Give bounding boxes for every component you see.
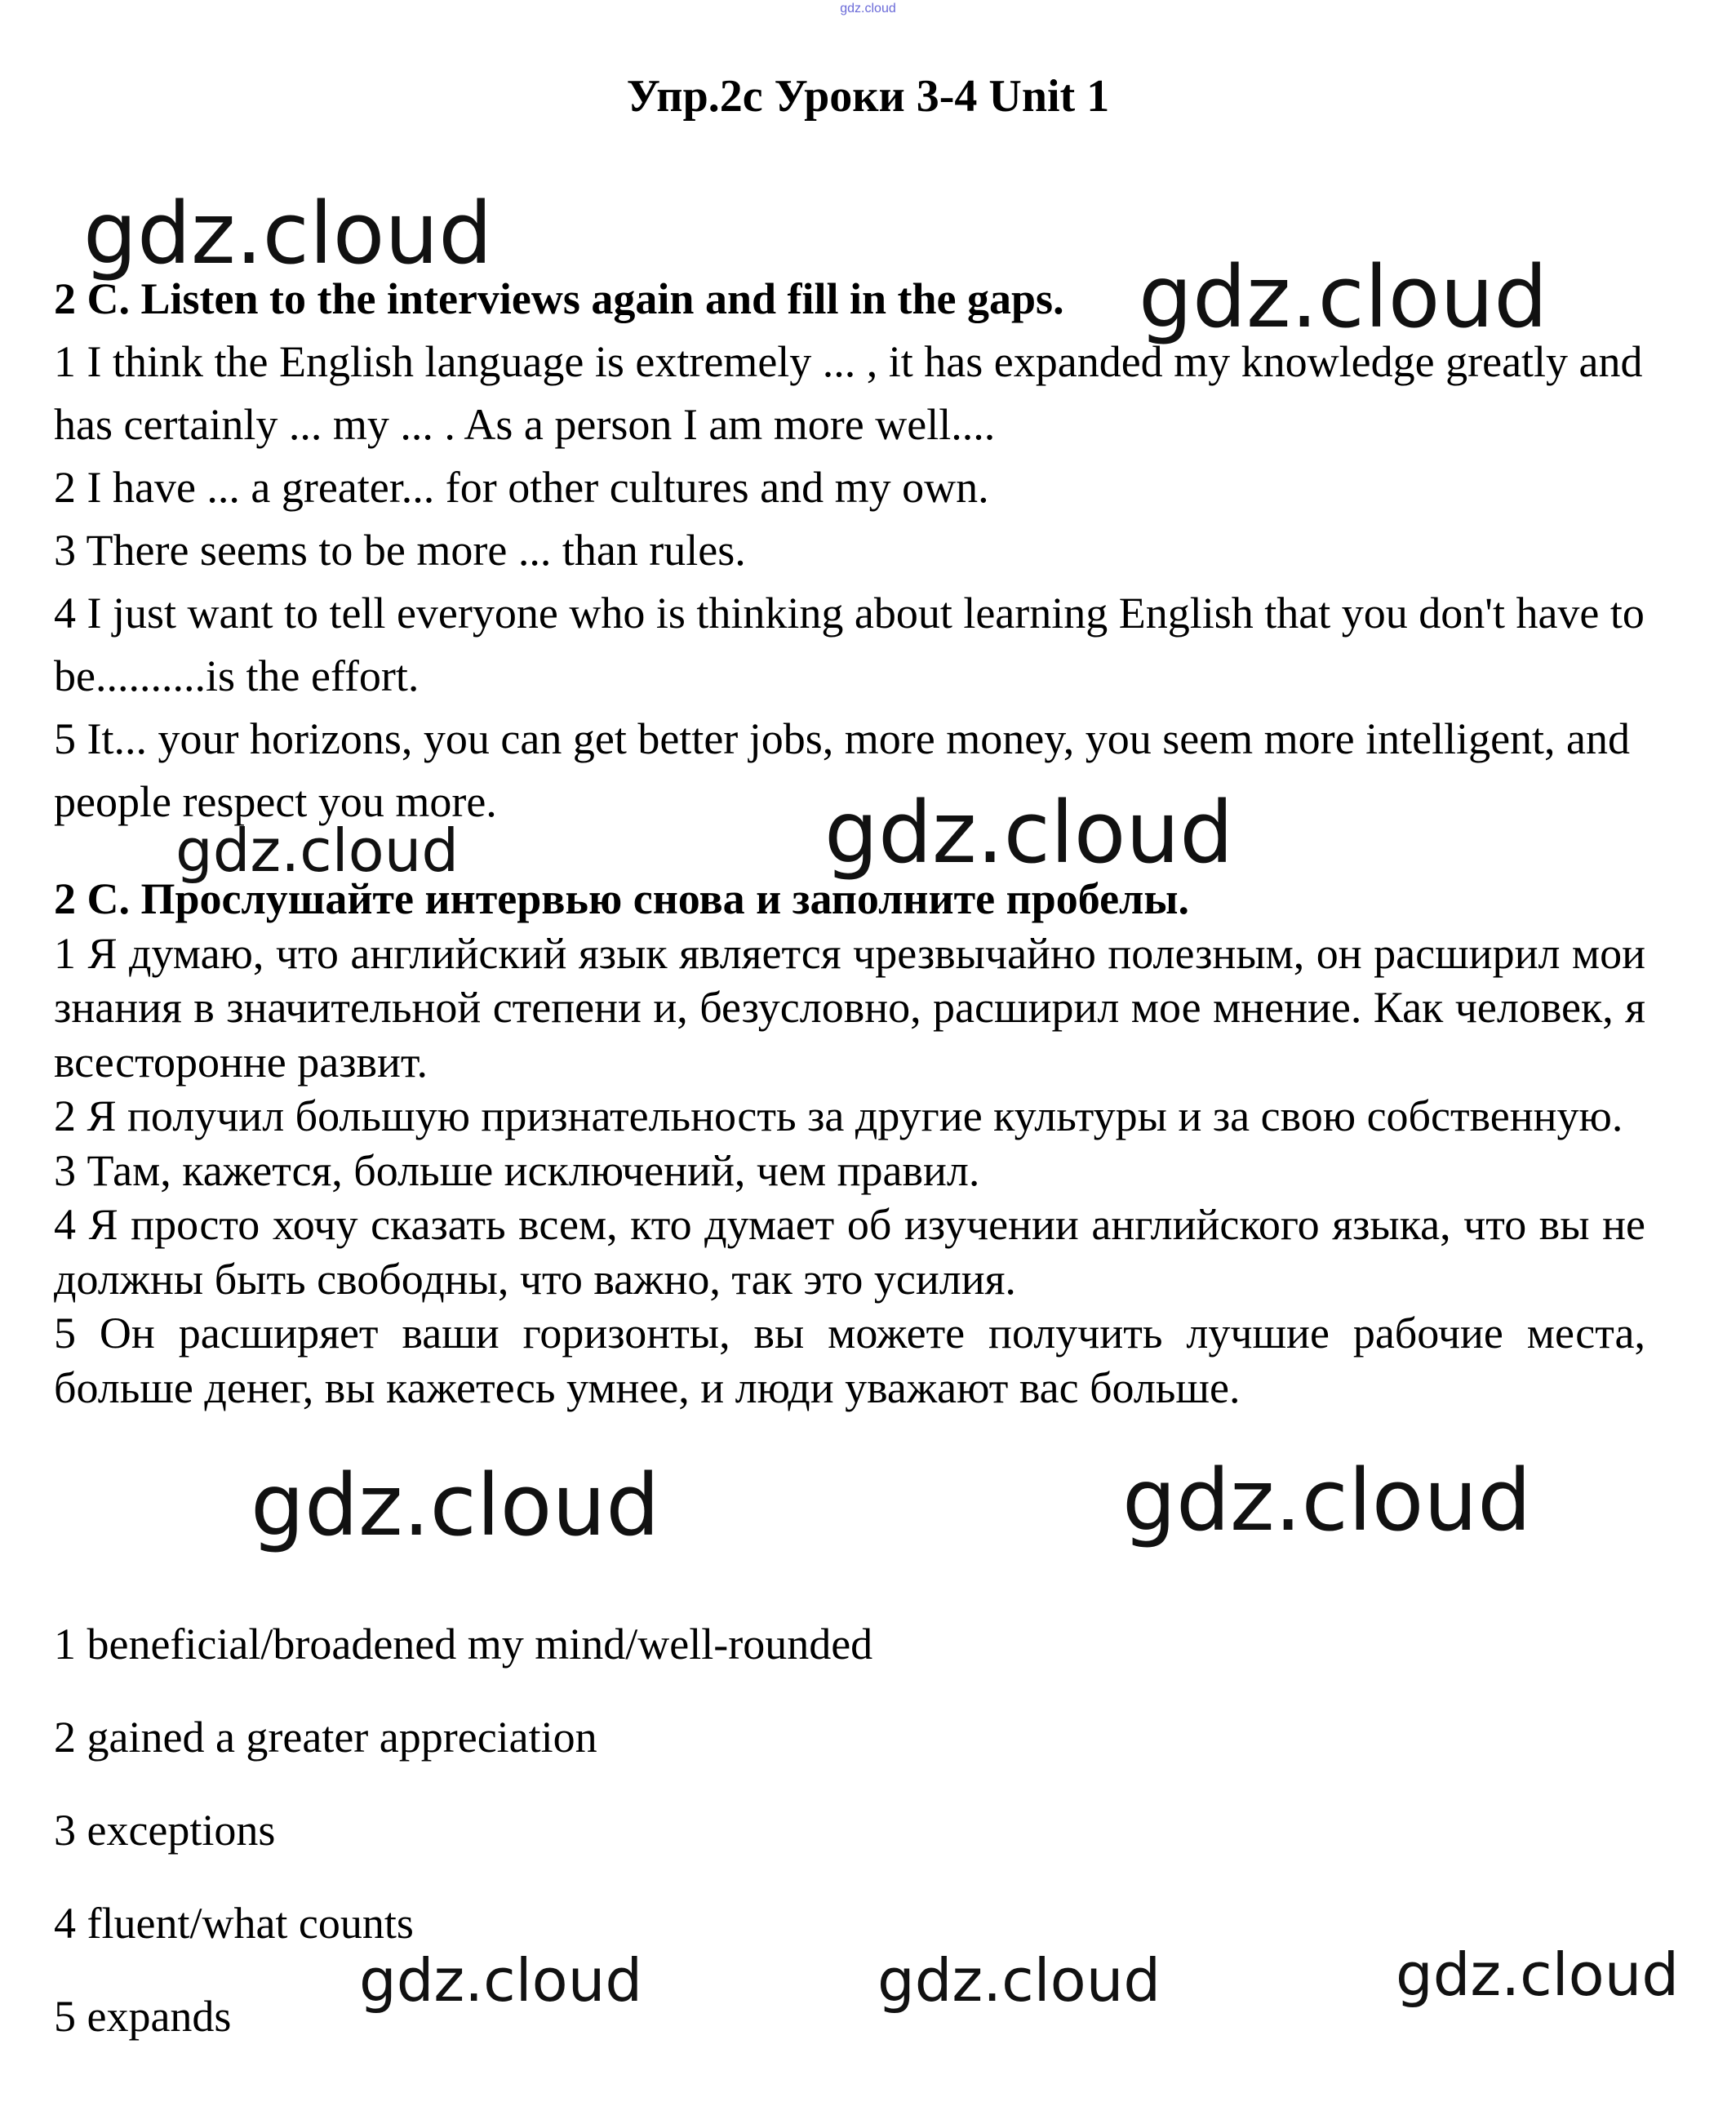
page-title: Упр.2с Уроки 3-4 Unit 1 (626, 71, 1110, 122)
answer-3: 3 exceptions (54, 1806, 276, 1855)
russian-item-2: 2 Я получил большую признательность за другие культуры и за свою собственную. (54, 1091, 1623, 1140)
answer-1: 1 beneficial/broadened my mind/well-rounded (54, 1620, 873, 1669)
russian-item-4: 4 Я просто хочу сказать всем, кто думает об изучении английского языка, что вы не должны быть свободны, что важно, так это усилия. (54, 1200, 1645, 1304)
header-watermark: gdz.cloud (840, 2, 896, 16)
answer-4: 4 fluent/what counts (54, 1899, 414, 1948)
answer-2: 2 gained a greater appreciation (54, 1713, 597, 1762)
watermark: gdz.cloud (175, 816, 460, 885)
english-exercise (54, 268, 1645, 833)
russian-exercise (54, 872, 1645, 1415)
russian-item-1: 1 Я думаю, что английский язык является чрезвычайно полезным, он расширил мои знания в значительной степени и, безусловно, расширил мое мнение. Как человек, я всесторонне развит. (54, 928, 1645, 1087)
russian-heading: 2 С. Прослушайте интервью снова и заполните пробелы. (54, 874, 1190, 923)
russian-item-5: 5 Он расширяет ваши горизонты, вы можете получить лучшие рабочие места, больше денег, вы кажетесь умнее, и люди уважают вас больше. (54, 1309, 1645, 1412)
russian-item-3: 3 Там, кажется, больше исключений, чем правил. (54, 1145, 980, 1195)
english-item-5: 5 It... your horizons, you can get better jobs, more money, you seem more intelligent, and people respect you more. (54, 714, 1631, 826)
watermark: gdz.cloud (824, 783, 1234, 882)
watermark: gdz.cloud (83, 184, 493, 283)
english-heading: 2 C. Listen to the interviews again and fill in the gaps. (54, 274, 1064, 323)
english-item-3: 3 There seems to be more ... than rules. (54, 526, 746, 575)
english-item-4: 4 I just want to tell everyone who is thinking about learning English that you don't have to be..........is the effort. (54, 589, 1645, 700)
watermark: gdz.cloud (877, 1946, 1161, 2015)
watermark: gdz.cloud (1396, 1940, 1680, 2009)
answer-5: 5 expands (54, 1992, 232, 2041)
english-item-2: 2 I have ... a greater... for other cultures and my own. (54, 463, 989, 512)
english-item-1: 1 I think the English language is extremely ... , it has expanded my knowledge greatly and has certainly ... my ... . As a person I am more well.... (54, 337, 1643, 449)
watermark: gdz.cloud (251, 1455, 660, 1555)
watermark: gdz.cloud (1122, 1451, 1532, 1550)
watermark: gdz.cloud (359, 1946, 643, 2015)
watermark: gdz.cloud (1139, 247, 1548, 347)
